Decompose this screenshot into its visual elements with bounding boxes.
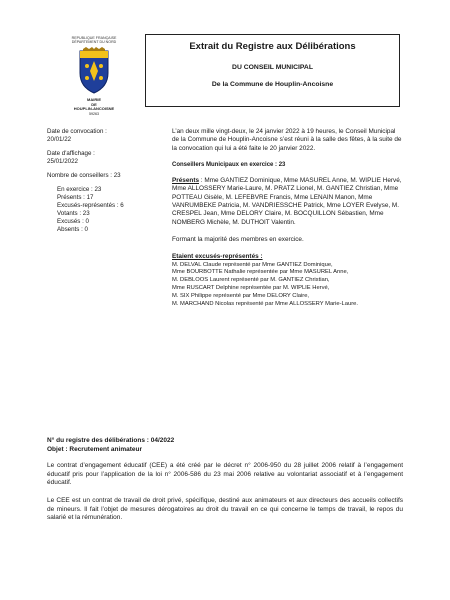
deliberation-objet: Objet : Recrutement animateur (47, 445, 142, 453)
count-votants: Votants : 23 (57, 210, 90, 217)
deliberation-paragraph-1: Le contrat d’engagement éducatif (CEE) a été créé par le décret n° 2006-950 du 28 juillet 2006 relatif à l’engagement éducatif pris pour l’application de la loi n° 2006-586 du 23 mai 2006 relative au volontariat associatif et à l’engagement éducatif. (47, 462, 403, 487)
excuses-representes-label: Etaient excusés-représentés : (172, 253, 263, 261)
header-box (145, 34, 400, 107)
excuse-entry: M. DELVAL Claude représenté par Mme GANTIEZ Dominique, (172, 261, 333, 268)
logo-departement: DÉPARTEMENT DU NORD (71, 40, 117, 45)
deliberation-paragraph-2: Le CEE est un contrat de travail de droit privé, spécifique, destiné aux animateurs et aux directeurs des accueils collectifs de mineurs. Il fait l’objet de mesures dérogatoires au droit du travail en ce qui concerne le temps de travail, le repos du salarié et la rémunération. (47, 496, 403, 522)
coat-of-arms-icon (74, 47, 114, 95)
count-absents: Absents : 0 (57, 226, 88, 233)
presents-label: Présents (172, 177, 199, 185)
nb-conseillers: Nombre de conseillers : 23 (47, 172, 121, 179)
presents-list: : Mme GANTIEZ Dominique, Mme MASUREL Anne, M. WIPLIE Hervé, Mme ALLOSSERY Marie-Laure, M. PRATZ Lionel, M. GANTIEZ Christian, Mme POTTEAU Gisèle, M. LEFEBVRE Francis, Mme LENAIN Manon, Mme VANRUMBEKE Patricia, M. VANDRIESSCHE Patrick, Mme LOYER Evelyse, M. CRESPEL Jean, Mme DELORY Claire, M. BOCQUILLON Sébastien, Mme NOMBERG Michèle, M. DUTHOIT Valentin. (172, 177, 402, 226)
presents-paragraph (172, 177, 404, 227)
registre-numero: N° du registre des délibérations : 04/2022 (47, 437, 175, 444)
count-excuses-representes: Excusés-représentés : 6 (57, 202, 124, 209)
session-intro: L’an deux mille vingt-deux, le 24 janvier 2022 à 19 heures, le Conseil Municipal de la Commune de Houplin-Ancoisne s’est réuni à la salle des fêtes, à la suite de la convocation qui lui a été faite le 20 janvier 2022. (172, 128, 402, 152)
logo-republique: REPUBLIQUE FRANÇAISE (71, 36, 117, 40)
document-title: Extrait du Registre aux Délibérations (189, 41, 356, 52)
affichage-label: Date d'affichage : (47, 150, 95, 157)
excuse-entry: M. SIX Philippe représenté par Mme DELORY Claire, (172, 292, 310, 299)
excuse-entry: Mme RUSCART Delphine représentée par M. WIPLIE Hervé, (172, 284, 330, 291)
commune-subtitle: De la Commune de Houplin-Ancoisne (211, 81, 334, 88)
logo-commune: HOUPLIN-ANCOISNE (73, 106, 115, 112)
excuse-entry: M. MARCHAND Nicolas représenté par Mme ALLOSSERY Marie-Laure. (172, 300, 358, 307)
excuse-entry: M. DEBLOOS Laurent représenté par M. GANTIEZ Christian, (172, 277, 330, 284)
commune-logo (54, 36, 134, 117)
deliberation-section (47, 437, 403, 523)
count-excuses: Excusés : 0 (57, 218, 89, 225)
affichage-date: 25/01/2022 (47, 158, 78, 165)
meeting-metadata (47, 128, 157, 234)
convocation-label: Date de convocation : (47, 128, 107, 135)
count-presents: Présents : 17 (57, 194, 94, 201)
excuse-entry: Mme BOURBOTTE Nathalie représentée par Mme MASUREL Anne, (172, 269, 349, 276)
count-en-exercice: En exercice : 23 (57, 186, 102, 193)
convocation-date: 20/01/22 (47, 136, 72, 143)
conseillers-en-exercice: Conseillers Municipaux en exercice : 23 (172, 161, 286, 168)
logo-postcode: 59263 (89, 112, 99, 117)
logo-mairie: MAIRIE (87, 96, 101, 102)
council-subtitle: DU CONSEIL MUNICIPAL (232, 64, 313, 71)
majorite-statement: Formant la majorité des membres en exercice. (172, 235, 304, 243)
logo-de: DE (91, 101, 97, 107)
session-details (172, 128, 404, 308)
